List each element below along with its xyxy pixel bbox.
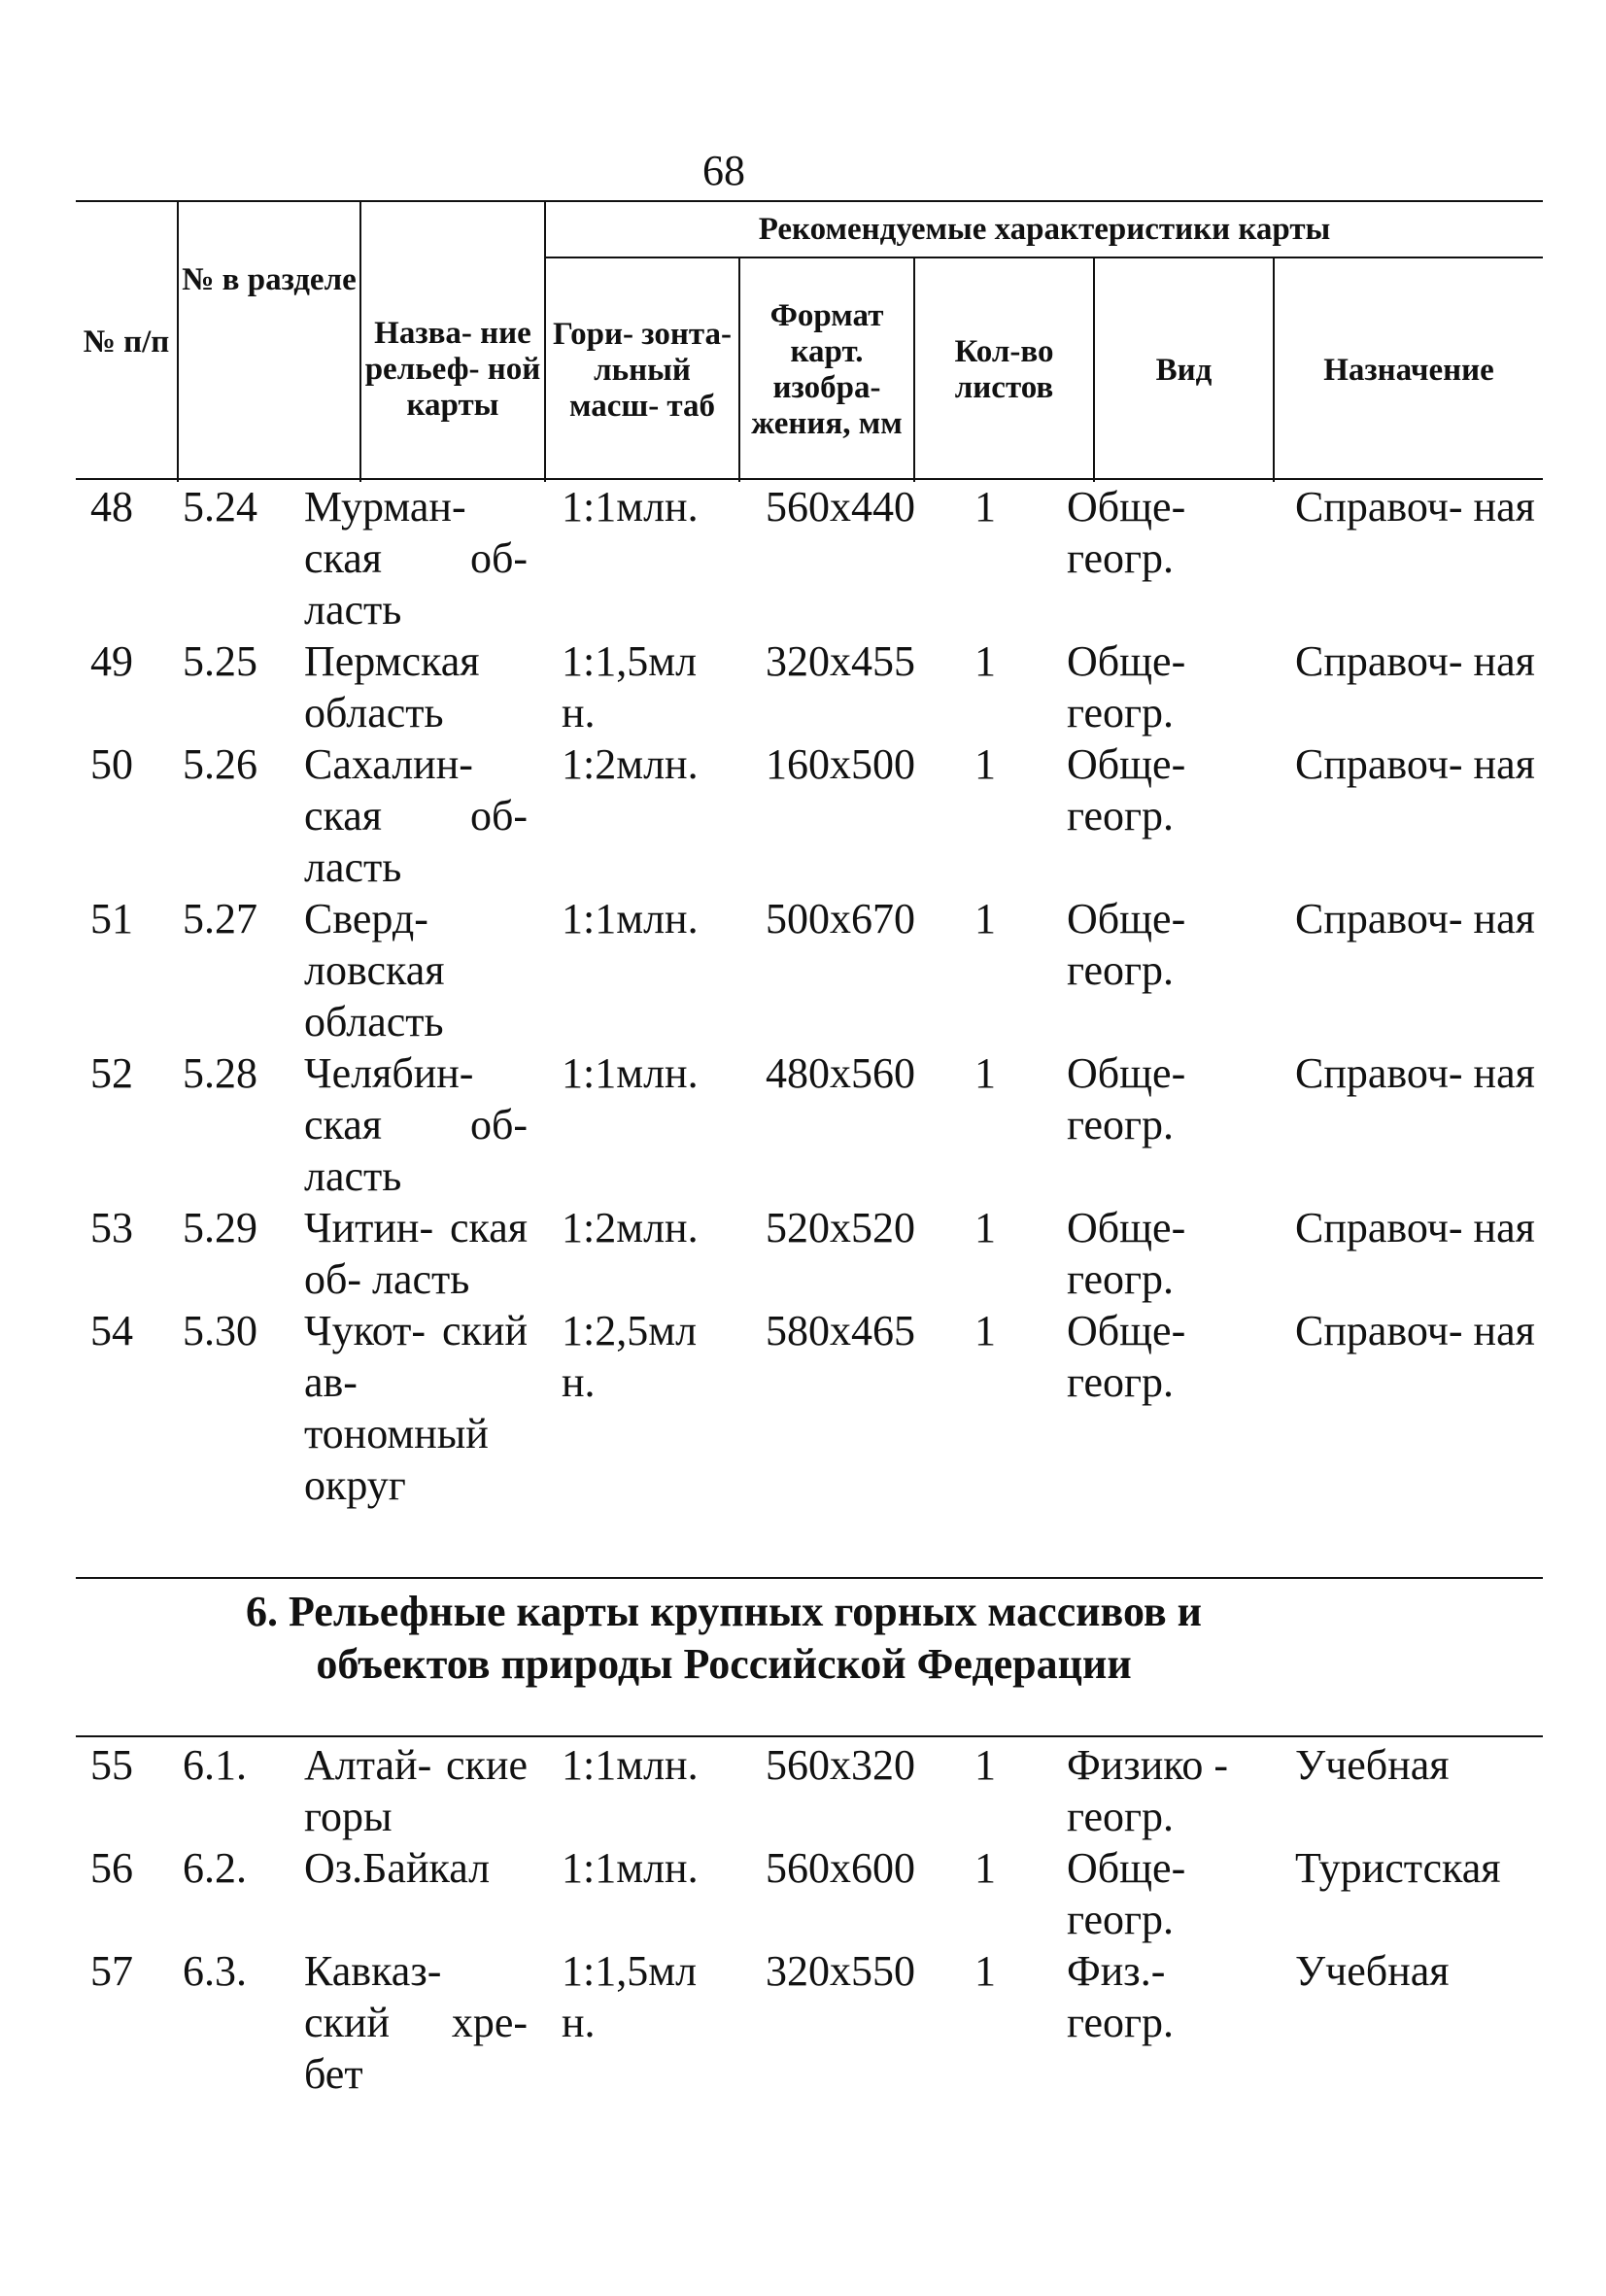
- scale: 1:1млн.: [562, 1844, 699, 1892]
- header-format: Формат карт. изобра- жения, мм: [739, 257, 914, 482]
- purpose: Справоч- ная: [1295, 740, 1535, 788]
- table-row: [76, 738, 1553, 893]
- sheet-count: 1: [974, 1307, 996, 1354]
- sheet-count: 1: [974, 740, 996, 788]
- format: 560x600: [766, 1844, 915, 1892]
- map-name: Алтай- ские горы: [304, 1741, 528, 1840]
- map-type: Физико - геогр.: [1067, 1741, 1229, 1840]
- sheet-count: 1: [974, 1844, 996, 1892]
- map-type: Обще- геогр.: [1067, 1049, 1186, 1148]
- row-number: 50: [90, 740, 133, 788]
- scale: 1:1млн.: [562, 1049, 699, 1097]
- row-number: 48: [90, 483, 133, 531]
- section-number: 5.28: [183, 1049, 257, 1097]
- table-row: [76, 1739, 1553, 1842]
- table-row: [76, 481, 1553, 635]
- scale: 1:1,5мл н.: [562, 1947, 698, 2046]
- table-row: [76, 1202, 1553, 1305]
- map-name: Читин- ская об- ласть: [304, 1204, 528, 1303]
- table-row: [76, 635, 1553, 738]
- section-number: 6.2.: [183, 1844, 247, 1892]
- section-title-line2: объектов природы Российской Федерации: [316, 1640, 1132, 1688]
- table-row: [76, 893, 1553, 1047]
- sheet-count: 1: [974, 483, 996, 531]
- format: 160x500: [766, 740, 915, 788]
- page-number: 68: [702, 147, 745, 194]
- map-type: Обще- геогр.: [1067, 895, 1186, 994]
- section-rule: [76, 1577, 1543, 1579]
- section-title: [0, 1586, 1448, 1691]
- purpose: Справоч- ная: [1295, 483, 1535, 531]
- header-section: № в разделе: [178, 201, 360, 482]
- scale: 1:2,5мл н.: [562, 1307, 698, 1406]
- scale: 1:1,5мл н.: [562, 637, 698, 737]
- map-name: Челябин- ская об- ласть: [304, 1049, 528, 1200]
- map-name: Кавказ- ский хре- бет: [304, 1947, 528, 2098]
- sheet-count: 1: [974, 895, 996, 942]
- table-row: [76, 1945, 1553, 2100]
- table-body-part1: [76, 481, 1553, 1511]
- format: 320x550: [766, 1947, 915, 1995]
- map-name: Сверд- ловская область: [304, 895, 445, 1045]
- purpose: Справоч- ная: [1295, 1049, 1535, 1097]
- section-number: 6.3.: [183, 1947, 247, 1995]
- row-number: 54: [90, 1307, 133, 1354]
- section-number: 5.30: [183, 1307, 257, 1354]
- header-type: Вид: [1094, 257, 1274, 482]
- header-name: Назва- ние рельеф- ной карты: [360, 201, 545, 482]
- format: 560x440: [766, 483, 915, 531]
- map-type: Обще- геогр.: [1067, 1204, 1186, 1303]
- purpose: Учебная: [1295, 1947, 1450, 1995]
- purpose: Учебная: [1295, 1741, 1450, 1789]
- purpose: Туристская: [1295, 1844, 1501, 1892]
- row-number: 51: [90, 895, 133, 942]
- map-name: Мурман- ская об- ласть: [304, 483, 528, 634]
- scale: 1:1млн.: [562, 895, 699, 942]
- row-number: 52: [90, 1049, 133, 1097]
- map-name: Оз.Байкал: [304, 1844, 491, 1892]
- row-number: 57: [90, 1947, 133, 1995]
- map-name: Чукот- ский ав- тономный округ: [304, 1307, 528, 1509]
- sheet-count: 1: [974, 1204, 996, 1251]
- row-number: 56: [90, 1844, 133, 1892]
- format: 500x670: [766, 895, 915, 942]
- row-number: 55: [90, 1741, 133, 1789]
- map-type: Физ.- геогр.: [1067, 1947, 1175, 2046]
- table-header: [76, 200, 1543, 482]
- map-type: Обще- геогр.: [1067, 637, 1186, 737]
- section-title-line1: 6. Рельефные карты крупных горных массивов и: [246, 1588, 1202, 1635]
- section-number: 5.26: [183, 740, 257, 788]
- sheet-count: 1: [974, 1049, 996, 1097]
- format: 480x560: [766, 1049, 915, 1097]
- section-number: 5.27: [183, 895, 257, 942]
- section-number: 5.24: [183, 483, 257, 531]
- scale: 1:2млн.: [562, 740, 699, 788]
- table-row: [76, 1842, 1553, 1945]
- purpose: Справоч- ная: [1295, 1204, 1535, 1251]
- map-name: Сахалин- ская об- ласть: [304, 740, 528, 891]
- section-number: 5.25: [183, 637, 257, 685]
- sheet-count: 1: [974, 1741, 996, 1789]
- map-type: Обще- геогр.: [1067, 483, 1186, 582]
- map-name: Пермская область: [304, 637, 480, 737]
- sheet-count: 1: [974, 637, 996, 685]
- format: 320x455: [766, 637, 915, 685]
- purpose: Справоч- ная: [1295, 895, 1535, 942]
- sheet-count: 1: [974, 1947, 996, 1995]
- section-rule-2: [76, 1735, 1543, 1737]
- header-num: № п/п: [76, 201, 178, 482]
- scale: 1:1млн.: [562, 483, 699, 531]
- map-type: Обще- геогр.: [1067, 1844, 1186, 1943]
- scale: 1:2млн.: [562, 1204, 699, 1251]
- purpose: Справоч- ная: [1295, 637, 1535, 685]
- scale: 1:1млн.: [562, 1741, 699, 1789]
- table-row: [76, 1047, 1553, 1202]
- table-body-part2: [76, 1739, 1553, 2100]
- header-scale: Гори- зонта- льный масш- таб: [545, 257, 739, 482]
- section-number: 5.29: [183, 1204, 257, 1251]
- header-purpose: Назначение: [1274, 257, 1543, 482]
- header-bottom-rule: [76, 478, 1543, 480]
- row-number: 49: [90, 637, 133, 685]
- format: 580x465: [766, 1307, 915, 1354]
- map-type: Обще- геогр.: [1067, 1307, 1186, 1406]
- header-count: Кол-во листов: [914, 257, 1094, 482]
- format: 520x520: [766, 1204, 915, 1251]
- purpose: Справоч- ная: [1295, 1307, 1535, 1354]
- row-number: 53: [90, 1204, 133, 1251]
- header-group-title: Рекомендуемые характеристики карты: [545, 201, 1543, 257]
- table-row: [76, 1305, 1553, 1511]
- section-number: 6.1.: [183, 1741, 247, 1789]
- map-type: Обще- геогр.: [1067, 740, 1186, 840]
- format: 560x320: [766, 1741, 915, 1789]
